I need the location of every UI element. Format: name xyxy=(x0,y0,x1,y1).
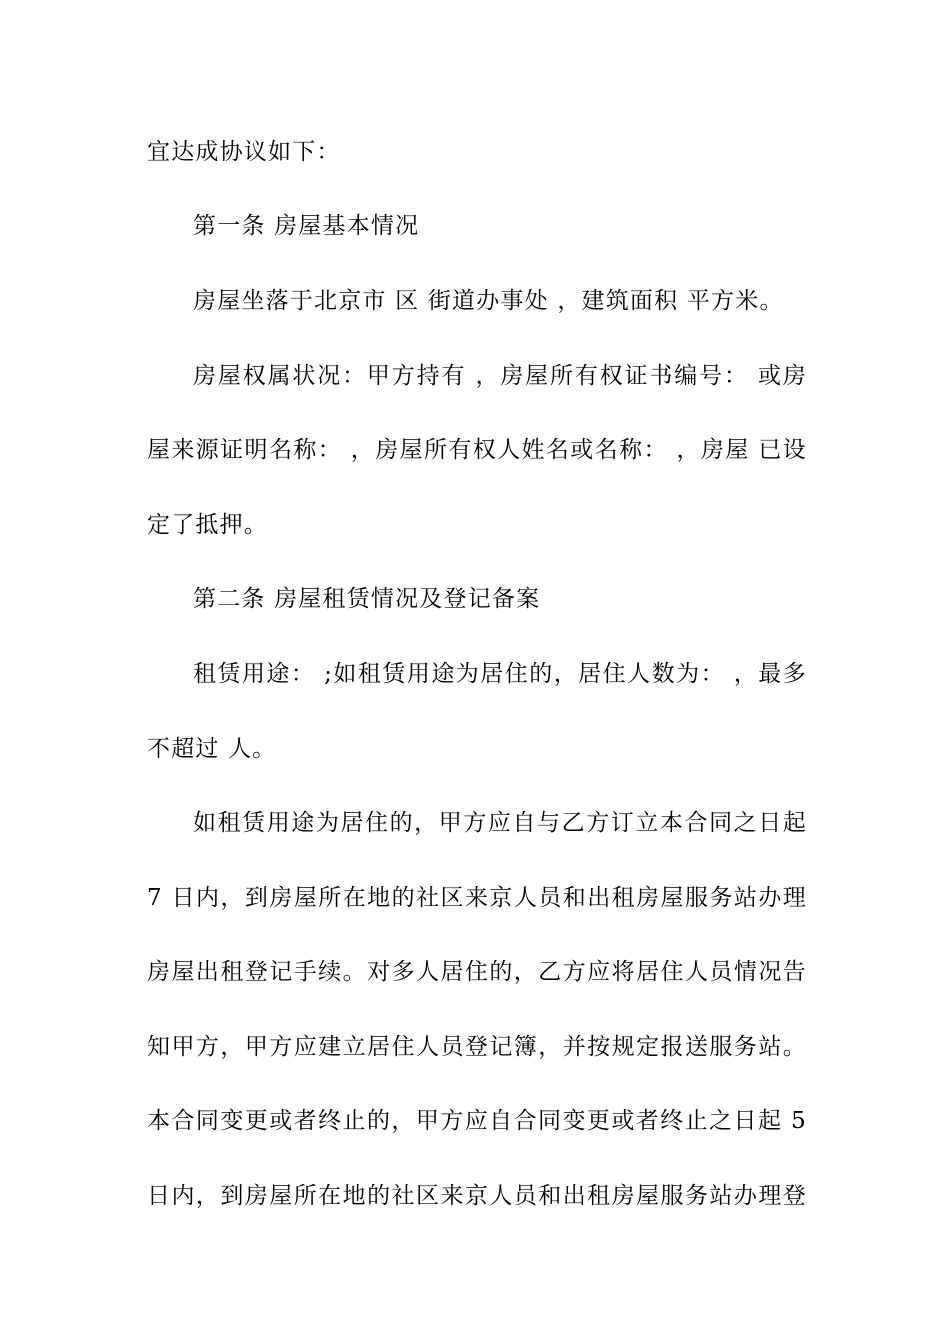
text-line: 屋来源证明名称： ，房屋所有权人姓名或名称： ，房屋 已设 xyxy=(147,437,807,463)
text-line: 如租赁用途为居住的，甲方应自与乙方订立本合同之日起 xyxy=(193,810,807,836)
text-line: 7 日内，到房屋所在地的社区来京人员和出租房屋服务站办理 xyxy=(147,885,807,911)
section-heading-2: 第二条 房屋租赁情况及登记备案 xyxy=(193,586,541,612)
text-line: 租赁用途： ;如租赁用途为居住的，居住人数为： ，最多 xyxy=(193,661,807,687)
text-line: 不超过 人。 xyxy=(147,736,277,762)
text-line: 房屋坐落于北京市 区 街道办事处 ，建筑面积 平方米。 xyxy=(193,288,784,314)
text-line: 宜达成协议如下： xyxy=(147,139,341,165)
text-line: 日内，到房屋所在地的社区来京人员和出租房屋服务站办理登 xyxy=(147,1183,807,1209)
text-line: 知甲方，甲方应建立居住人员登记簿，并按规定报送服务站。 xyxy=(147,1034,807,1060)
text-line: 定了抵押。 xyxy=(147,512,268,538)
section-heading-1: 第一条 房屋基本情况 xyxy=(193,213,420,239)
text-line: 房屋权属状况：甲方持有 ，房屋所有权证书编号： 或房 xyxy=(193,363,807,389)
text-line: 本合同变更或者终止的，甲方应自合同变更或者终止之日起 5 xyxy=(147,1108,807,1134)
text-line: 房屋出租登记手续。对多人居住的，乙方应将居住人员情况告 xyxy=(147,959,807,985)
